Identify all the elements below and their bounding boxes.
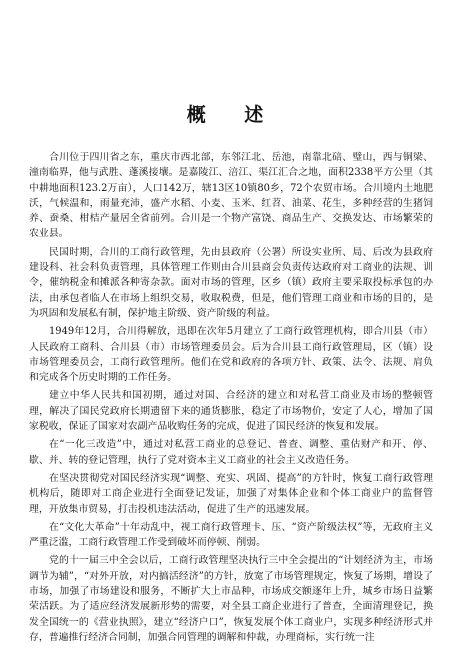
paragraph-overview: 合川位于四川省之东，重庆市西北部，东邻江北、岳池，南靠北碚、璧山，西与铜梁、潼南临界，他与武胜、蓬溪接壤。是嘉陵江、涪江、渠江汇合之地，面积2338平方公里（其中耕地面积123.2万亩），人口142万，辖13区10镇80乡，72个农贸市场。合川境内土地肥沃，气候温和，雨量充沛，盛产水稻、小麦、玉米、红苕、油菜、花生，多种经营的生猪饲养、蚕桑、柑桔产量居全省前列。合川是一个物产富饶、商品生产、交换发达、市场繁荣的农业县。: [29, 152, 433, 240]
paragraph-cultural-revolution: 在“文化大革命”十年动乱中，视工商行政管理卡、压、“资产阶级法权”等，无政府主义严重泛滥，工商行政管理工作受到破坏而停顿、削弱。: [29, 521, 433, 549]
paragraph-adjustment: 在坚决贯彻党对国民经济实现“调整、充实、巩固、提高”的方针时，恢复工商行政管理机构后，随即对工商企业进行全面登记发证，加强了对集体企业和个体工商业户的监督管理，开放集市贸易，打击投机违法活动，促进了生产的迅速发展。: [29, 472, 433, 515]
page-title: 概 述: [186, 104, 280, 126]
paragraph-early-prc: 建立中华人民共和国初期，通过对国、合经济的建立和对私营工商业及市场的整顿管理，解决了国民党政府长期遗留下来的通货膨胀，稳定了市场物价，安定了人心，增加了国家税收，保证了国家对农副产品收购任务的完成，促进了国民经济的恢复和发展。: [29, 390, 433, 433]
document-body: [29, 150, 433, 648]
paragraph-liberation: 1949年12月，合川得解放，迅即在次年5月建立了工商行政管理机构，即合川县（市）人民政府工商科、合川县（市）市场管理委员会。后为合川县工商行政管理局，区（镇）设市场管理委员会，工商行政管理所。他们在党和政府的各项方针、政策、法令、法规、肩负和完成各个历史时期的工作任务。: [29, 326, 433, 384]
paragraph-reform: 党的十一届三中全会以后，工商行政管理坚决执行三中全会提出的“计划经济为主，市场调节为辅”，“对外开放，对内搞活经济”的方针，放宽了市场管理规定，恢复了场期，增设了市场，加强了市场建设和服务，不断扩大上市品种，市场成交额逐年上升，城乡市场日益繁荣活跃。为了适应经济发展新形势的需要，对全县工商企业进行了普查，全面清理登记，换发全国统一的《营业执照》，建立“经济户口”，恢复发展个体工商业户，实现多种经济形式并存，普遍推行经济合同制，加强合同管理的调解和仲裁，办理商标，实行统一注: [29, 555, 433, 643]
paragraph-socialist-transformation: 在“一化三改造”中，通过对私营工商业的总登记、普查、调整、重估财产和开、停、歇、并、转的登记管理，执行了党对资本主义工商业的社会主义改造任务。: [29, 439, 433, 466]
paragraph-republic-era: 民国时期，合川的工商行政管理，先由县政府（公署）所设实业所、局、后改为县政府建设科、社会科负责管理，具体管理工作则由合川县商会负责传达政府对工商业的法规、训令，催纳税金和摊派各种寄杂款。面对市场的管理，区乡（镇）政府主要采取投标承包的办法，由承包者临人在市场上组织交易，收取税费，但是，他们管理工商业和市场的目的，是为巩固和发展私有制，保护地主阶级、资产阶级的利益。: [29, 246, 433, 319]
